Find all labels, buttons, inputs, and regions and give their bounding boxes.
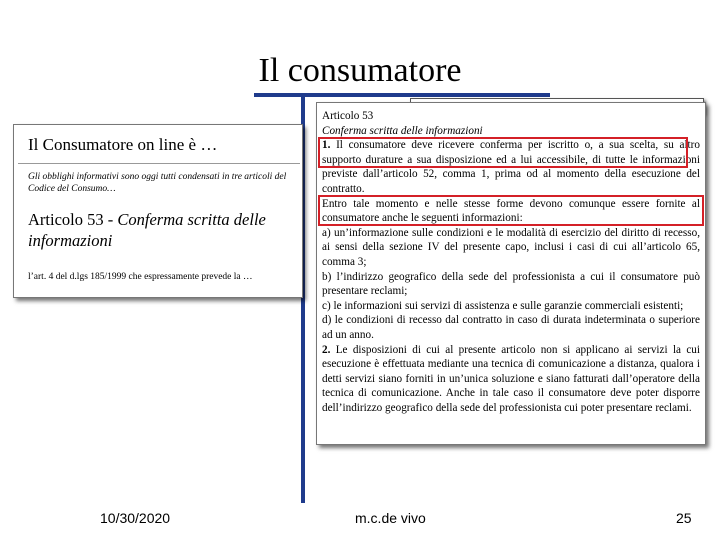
highlight-box-2 — [318, 195, 704, 226]
paragraph-3 — [322, 343, 700, 416]
list-item-a: a) un’informazione sulle condizioni e le modalità di esercizio del diritto di recesso, ai sensi della sezione IV del presente capo, inclusi i casi di cui all’articolo 65, comma 3; — [322, 226, 700, 268]
footer-author: m.c.de vivo — [355, 510, 426, 526]
paragraph-2: Entro tale momento e nelle stesse forme devono comunque essere fornite al consumatore anche le seguenti informazioni: — [322, 197, 700, 225]
article-label: Articolo 53 — [28, 210, 104, 229]
title-underline — [254, 93, 550, 97]
list-item-c: c) le informazioni sui servizi di assistenza e sulle garanzie commerciali esistenti; — [322, 299, 684, 312]
paragraph-1-text: Il consumatore deve ricevere conferma per iscritto o, a sua scelta, su altro supporto durature a sua disposizione ed a lui accessibile, di tutte le informazioni previste dall’articolo 52, comma 1, prima od al momento della esecuzione del contratto. — [322, 139, 700, 195]
left-panel-article — [28, 209, 296, 251]
article-heading: Articolo 53 — [322, 110, 374, 122]
left-panel-intro: Gli obblighi informativi sono oggi tutti condensati in tre articoli del Codice del Consumo… — [28, 172, 287, 194]
slide-title: Il consumatore — [258, 52, 462, 89]
paragraph-1-number: 1. — [322, 139, 331, 152]
footer-date: 10/30/2020 — [100, 510, 171, 526]
list-item-b: b) l’indirizzo geografico della sede del professionista a cui il consumatore può presentare reclami; — [322, 270, 700, 298]
footer-page-number: 25 — [676, 510, 692, 526]
article-subheading: Conferma scritta delle informazioni — [322, 124, 483, 137]
article-dash: - — [103, 210, 118, 229]
highlight-box-1 — [318, 137, 688, 168]
article-title: Conferma scritta delle informazioni — [28, 210, 266, 250]
left-panel-heading: Il Consumatore on line è … — [28, 135, 218, 154]
left-panel-divider — [18, 163, 300, 164]
left-panel-footnote: l’art. 4 del d.lgs 185/1999 che espressamente prevede la … — [28, 272, 253, 282]
paragraph-3-text: Le disposizioni di cui al presente articolo non si applicano ai servizi la cui esecuzione è effettuata mediante una tecnica di comunicazione a distanza, qualora i detti servizi siano forniti in un’unica soluzione e siano fatturati dall’operatore della tecnica di comunicazione. Anche in tale caso il consumatore deve poter disporre dell’indirizzo geografico della sede del professionista cui poter presentare reclami. — [322, 343, 700, 414]
list-item-d: d) le condizioni di recesso dal contratto in caso di durata indeterminata o superiore ad un anno. — [322, 314, 700, 341]
left-panel — [13, 124, 303, 298]
paragraph-3-number: 2. — [322, 343, 331, 356]
